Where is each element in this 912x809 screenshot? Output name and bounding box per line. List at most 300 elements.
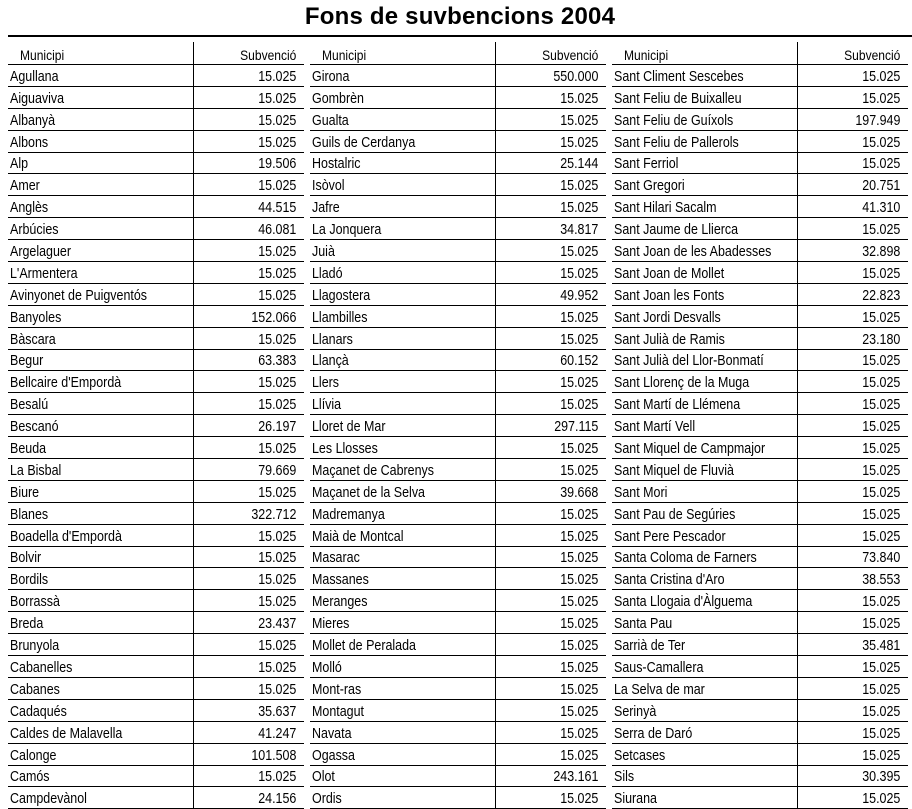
municipi-cell (8, 744, 194, 765)
municipi-name: Cadaqués (10, 703, 67, 720)
municipi-name: Isòvol (312, 178, 345, 195)
subvencio-cell (194, 262, 304, 283)
municipi-cell (8, 153, 194, 174)
table-row (310, 65, 606, 87)
table-row (310, 350, 606, 372)
subvencio-cell (194, 568, 304, 589)
subvencio-value: 15.025 (861, 594, 900, 611)
subvencio-cell (194, 87, 304, 108)
table-row (310, 547, 606, 569)
header-subvencio (496, 42, 606, 64)
subvencio-value: 15.025 (257, 134, 296, 151)
subvencio-cell (798, 174, 908, 195)
subvencio-value: 15.025 (559, 703, 598, 720)
subvencio-cell (496, 371, 606, 392)
table-row (612, 744, 908, 766)
header-municipi (8, 42, 194, 64)
municipi-name: Breda (10, 616, 44, 633)
subvencio-cell (496, 547, 606, 568)
municipi-cell (612, 700, 798, 721)
table-row (8, 678, 304, 700)
table-row (310, 700, 606, 722)
subvencio-value: 15.025 (861, 134, 900, 151)
subvencio-value: 15.025 (559, 791, 598, 808)
subvencio-value: 15.025 (861, 791, 900, 808)
subvencio-value: 15.025 (861, 725, 900, 742)
subvencio-value: 15.025 (559, 331, 598, 348)
municipi-cell (310, 306, 496, 327)
table-row (310, 787, 606, 809)
table-row (612, 174, 908, 196)
municipi-name: Amer (10, 178, 40, 195)
municipi-cell (8, 371, 194, 392)
table-row (310, 590, 606, 612)
subvencio-cell (798, 525, 908, 546)
subvencio-cell (194, 525, 304, 546)
municipi-name: Mont-ras (312, 681, 362, 698)
subvencio-cell (496, 722, 606, 743)
table-row (612, 350, 908, 372)
municipi-name: Lladó (312, 265, 343, 282)
subvencio-value: 15.025 (861, 222, 900, 239)
title-rule (8, 35, 912, 37)
subvencio-cell (798, 568, 908, 589)
municipi-name: Sant Pau de Segúries (614, 506, 736, 523)
subvencio-value: 15.025 (861, 506, 900, 523)
municipi-name: Sant Feliu de Guíxols (614, 112, 734, 129)
subvencio-cell (496, 787, 606, 808)
municipi-cell (8, 240, 194, 261)
table-row (310, 481, 606, 503)
subvencio-value: 35.637 (257, 703, 296, 720)
municipi-cell (310, 722, 496, 743)
municipi-name: Sils (614, 769, 635, 786)
subvencio-value: 15.025 (559, 397, 598, 414)
subvencio-value: 15.025 (861, 419, 900, 436)
municipi-cell (8, 787, 194, 808)
municipi-cell (612, 787, 798, 808)
table-row (8, 612, 304, 634)
subvencio-cell (798, 722, 908, 743)
subvencio-cell (798, 481, 908, 502)
subvencio-cell (194, 174, 304, 195)
subvencio-value: 15.025 (559, 200, 598, 217)
municipi-name: Llambilles (312, 309, 368, 326)
subvencio-cell (798, 656, 908, 677)
municipi-name: Bolvir (10, 550, 42, 567)
subvencio-cell (496, 65, 606, 86)
municipi-cell (612, 284, 798, 305)
municipi-cell (310, 415, 496, 436)
municipi-name: La Selva de mar (614, 681, 705, 698)
municipi-name: Sant Joan de Mollet (614, 265, 725, 282)
table-row (8, 481, 304, 503)
municipi-cell (310, 65, 496, 86)
subvencio-cell (194, 109, 304, 130)
municipi-name: Agullana (10, 68, 59, 85)
subvencio-cell (194, 196, 304, 217)
table-header-row (310, 42, 606, 65)
subvencio-value: 15.025 (257, 265, 296, 282)
municipi-cell (310, 174, 496, 195)
municipi-name: Llagostera (312, 287, 371, 304)
subvencio-cell (194, 547, 304, 568)
subvencio-cell (496, 350, 606, 371)
subvencio-value: 15.025 (257, 287, 296, 304)
municipi-cell (310, 109, 496, 130)
table-row (612, 240, 908, 262)
municipi-cell (612, 65, 798, 86)
subvencio-cell (194, 590, 304, 611)
municipi-cell (8, 65, 194, 86)
municipi-cell (310, 503, 496, 524)
municipi-cell (8, 218, 194, 239)
subvencio-cell (496, 503, 606, 524)
subvencio-value: 15.025 (559, 112, 598, 129)
subvencio-value: 63.383 (257, 353, 296, 370)
municipi-name: Maçanet de la Selva (312, 484, 425, 501)
municipi-name: Sant Hilari Sacalm (614, 200, 717, 217)
municipi-name: Sant Mori (614, 484, 668, 501)
subvencio-value: 15.025 (861, 265, 900, 282)
table-row (612, 787, 908, 809)
table-row (310, 766, 606, 788)
table-row (310, 196, 606, 218)
municipi-name: Serinyà (614, 703, 657, 720)
table-row (310, 525, 606, 547)
municipi-cell (8, 306, 194, 327)
municipi-cell (8, 656, 194, 677)
subvencio-cell (798, 306, 908, 327)
municipi-cell (612, 393, 798, 414)
municipi-cell (8, 547, 194, 568)
subvencio-value: 15.025 (861, 68, 900, 85)
subvencio-value: 243.161 (552, 769, 598, 786)
municipi-name: Banyoles (10, 309, 62, 326)
municipi-cell (612, 262, 798, 283)
page-title: Fons de suvbencions 2004 (304, 3, 616, 30)
subvencio-cell (194, 656, 304, 677)
municipi-name: Blanes (10, 506, 49, 523)
table-row (612, 722, 908, 744)
municipi-name: Campdevànol (10, 791, 87, 808)
table-row (310, 218, 606, 240)
municipi-cell (310, 481, 496, 502)
table-column-1 (8, 42, 304, 809)
table-row (8, 503, 304, 525)
municipi-cell (8, 503, 194, 524)
municipi-cell (612, 174, 798, 195)
table-row (310, 328, 606, 350)
subvencio-cell (798, 153, 908, 174)
table-row (612, 131, 908, 153)
municipi-name: Gualta (312, 112, 349, 129)
table-row (612, 481, 908, 503)
header-subvencio-label: Subvenció (541, 47, 598, 63)
subvencio-cell (194, 350, 304, 371)
subvencio-value: 197.949 (854, 112, 900, 129)
subvencio-value: 297.115 (553, 419, 598, 436)
municipi-cell (310, 131, 496, 152)
table-row (612, 525, 908, 547)
subvencio-cell (496, 766, 606, 787)
municipi-cell (612, 415, 798, 436)
subvencio-cell (798, 218, 908, 239)
municipi-name: Hostalric (312, 156, 361, 173)
municipi-cell (612, 612, 798, 633)
municipi-name: Sant Miquel de Fluvià (614, 462, 734, 479)
municipi-cell (8, 87, 194, 108)
municipi-name: Santa Coloma de Farners (614, 550, 757, 567)
subvencio-cell (496, 415, 606, 436)
subvencio-cell (194, 766, 304, 787)
municipi-name: Arbúcies (10, 222, 59, 239)
subvencio-cell (798, 634, 908, 655)
subvencio-cell (798, 437, 908, 458)
municipi-name: Les Llosses (312, 441, 378, 458)
subvencio-cell (496, 437, 606, 458)
subvencio-value: 60.152 (559, 353, 598, 370)
municipi-name: Borrassà (10, 594, 60, 611)
subvencio-value: 24.156 (257, 791, 296, 808)
table-row (310, 437, 606, 459)
municipi-name: Sant Feliu de Pallerols (614, 134, 739, 151)
header-municipi (612, 42, 798, 64)
municipi-name: Setcases (614, 747, 666, 764)
table-row (310, 371, 606, 393)
subvencio-value: 15.025 (257, 68, 296, 85)
subvencio-cell (496, 634, 606, 655)
subvencio-cell (798, 590, 908, 611)
municipi-name: Maçanet de Cabrenys (312, 462, 434, 479)
table-row (612, 459, 908, 481)
subvencio-value: 15.025 (257, 90, 296, 107)
table-row (310, 722, 606, 744)
subvencio-cell (496, 525, 606, 546)
municipi-name: Sant Joan de les Abadesses (614, 244, 772, 261)
subvencio-value: 15.025 (257, 441, 296, 458)
municipi-cell (612, 328, 798, 349)
municipi-cell (612, 196, 798, 217)
subvencio-cell (798, 766, 908, 787)
table-row (612, 547, 908, 569)
municipi-name: La Bisbal (10, 462, 62, 479)
municipi-name: Cabanes (10, 681, 60, 698)
municipi-cell (612, 153, 798, 174)
municipi-name: Biure (10, 484, 40, 501)
subvencio-cell (496, 174, 606, 195)
subvencio-value: 322.712 (250, 506, 296, 523)
table-row (310, 503, 606, 525)
subvencio-cell (798, 109, 908, 130)
municipi-name: Lloret de Mar (312, 419, 386, 436)
municipi-name: Mollet de Peralada (312, 638, 416, 655)
subvencio-value: 15.025 (559, 725, 598, 742)
subvencio-value: 15.025 (861, 703, 900, 720)
table-row (310, 109, 606, 131)
municipi-cell (8, 678, 194, 699)
municipi-cell (310, 196, 496, 217)
subvencio-cell (798, 393, 908, 414)
subvencio-cell (194, 612, 304, 633)
table-row (310, 678, 606, 700)
subvencio-value: 41.310 (861, 200, 900, 217)
table-row (8, 174, 304, 196)
municipi-name: Beuda (10, 441, 47, 458)
subvencio-cell (194, 437, 304, 458)
subvencio-value: 550.000 (552, 68, 598, 85)
subvencio-value: 15.025 (257, 375, 296, 392)
table-row (8, 371, 304, 393)
subvencio-cell (496, 153, 606, 174)
subvencio-value: 15.025 (559, 441, 598, 458)
subvencio-cell (496, 240, 606, 261)
subvencio-value: 15.025 (559, 528, 598, 545)
subvencio-value: 15.025 (257, 659, 296, 676)
municipi-name: Serra de Daró (614, 725, 693, 742)
subvencio-value: 15.025 (861, 484, 900, 501)
subvencio-cell (194, 393, 304, 414)
subvencio-value: 15.025 (559, 681, 598, 698)
table-row (8, 415, 304, 437)
subvencio-value: 15.025 (559, 616, 598, 633)
subvencio-cell (496, 262, 606, 283)
subvencio-cell (194, 744, 304, 765)
municipi-name: Girona (312, 68, 350, 85)
subvencio-cell (496, 306, 606, 327)
subvencio-cell (194, 722, 304, 743)
table-row (310, 415, 606, 437)
municipi-name: Brunyola (10, 638, 60, 655)
municipi-cell (612, 371, 798, 392)
subvencio-value: 15.025 (559, 747, 598, 764)
subvencio-cell (194, 328, 304, 349)
table-row (612, 634, 908, 656)
subvencio-cell (798, 459, 908, 480)
municipi-cell (310, 547, 496, 568)
table-row (8, 547, 304, 569)
municipi-name: Molló (312, 659, 342, 676)
municipi-name: Sant Pere Pescador (614, 528, 726, 545)
subvencio-value: 49.952 (559, 287, 598, 304)
table-row (8, 284, 304, 306)
subvencio-value: 15.025 (257, 550, 296, 567)
subvencio-value: 32.898 (861, 244, 900, 261)
municipi-name: Guils de Cerdanya (312, 134, 416, 151)
subvencio-value: 15.025 (559, 178, 598, 195)
municipi-name: Sant Julià del Llor-Bonmatí (614, 353, 764, 370)
municipi-name: Jafre (312, 200, 340, 217)
subvencio-value: 101.508 (250, 747, 296, 764)
subvencio-cell (496, 328, 606, 349)
subvencio-value: 152.066 (250, 309, 296, 326)
municipi-cell (612, 350, 798, 371)
subvencio-cell (496, 590, 606, 611)
table-row (310, 284, 606, 306)
table-row (612, 65, 908, 87)
table-row (8, 153, 304, 175)
subvencio-value: 15.025 (861, 659, 900, 676)
table-row (612, 700, 908, 722)
subvencio-cell (194, 284, 304, 305)
municipi-cell (8, 328, 194, 349)
subvencio-cell (194, 153, 304, 174)
subvencio-value: 15.025 (559, 594, 598, 611)
subvencio-value: 15.025 (861, 462, 900, 479)
subvencio-cell (798, 284, 908, 305)
subvencio-value: 23.180 (861, 331, 900, 348)
subvencio-cell (496, 568, 606, 589)
municipi-cell (310, 87, 496, 108)
municipi-cell (8, 196, 194, 217)
table-row (8, 240, 304, 262)
table-row (612, 196, 908, 218)
subvencio-value: 15.025 (861, 747, 900, 764)
subvencio-value: 15.025 (559, 638, 598, 655)
municipi-cell (310, 393, 496, 414)
table-row (310, 612, 606, 634)
subvencio-value: 15.025 (257, 244, 296, 261)
municipi-cell (310, 328, 496, 349)
table-row (8, 328, 304, 350)
municipi-cell (8, 722, 194, 743)
table-row (8, 196, 304, 218)
subvencio-value: 15.025 (861, 528, 900, 545)
subvencio-cell (496, 700, 606, 721)
subvencio-value: 39.668 (559, 484, 598, 501)
subvencio-cell (194, 415, 304, 436)
table-row (8, 525, 304, 547)
table-row (8, 459, 304, 481)
subvencio-value: 46.081 (257, 222, 296, 239)
subvencio-cell (496, 656, 606, 677)
subvencio-cell (496, 87, 606, 108)
subvencio-cell (194, 700, 304, 721)
table-row (8, 393, 304, 415)
subvencio-value: 15.025 (559, 134, 598, 151)
municipi-cell (310, 262, 496, 283)
table-column-2 (310, 42, 606, 809)
table-row (612, 262, 908, 284)
municipi-cell (8, 109, 194, 130)
municipi-cell (8, 590, 194, 611)
subvencio-cell (496, 109, 606, 130)
municipi-name: L'Armentera (10, 265, 78, 282)
table-row (8, 109, 304, 131)
table-row (310, 634, 606, 656)
municipi-cell (612, 459, 798, 480)
municipi-cell (8, 284, 194, 305)
table-row (310, 744, 606, 766)
table-row (8, 131, 304, 153)
header-subvencio (798, 42, 908, 64)
subvencio-value: 15.025 (559, 90, 598, 107)
table-row (8, 65, 304, 87)
header-municipi (310, 42, 496, 64)
municipi-cell (612, 87, 798, 108)
municipi-name: Sant Llorenç de la Muga (614, 375, 750, 392)
table-row (8, 306, 304, 328)
subvencio-value: 15.025 (861, 681, 900, 698)
municipi-cell (612, 722, 798, 743)
table-row (310, 131, 606, 153)
table-row (8, 634, 304, 656)
subvencio-cell (194, 634, 304, 655)
subvencio-value: 79.669 (257, 462, 296, 479)
municipi-name: Ogassa (312, 747, 355, 764)
municipi-name: Sant Jordi Desvalls (614, 309, 721, 326)
subvencio-value: 23.437 (257, 616, 296, 633)
